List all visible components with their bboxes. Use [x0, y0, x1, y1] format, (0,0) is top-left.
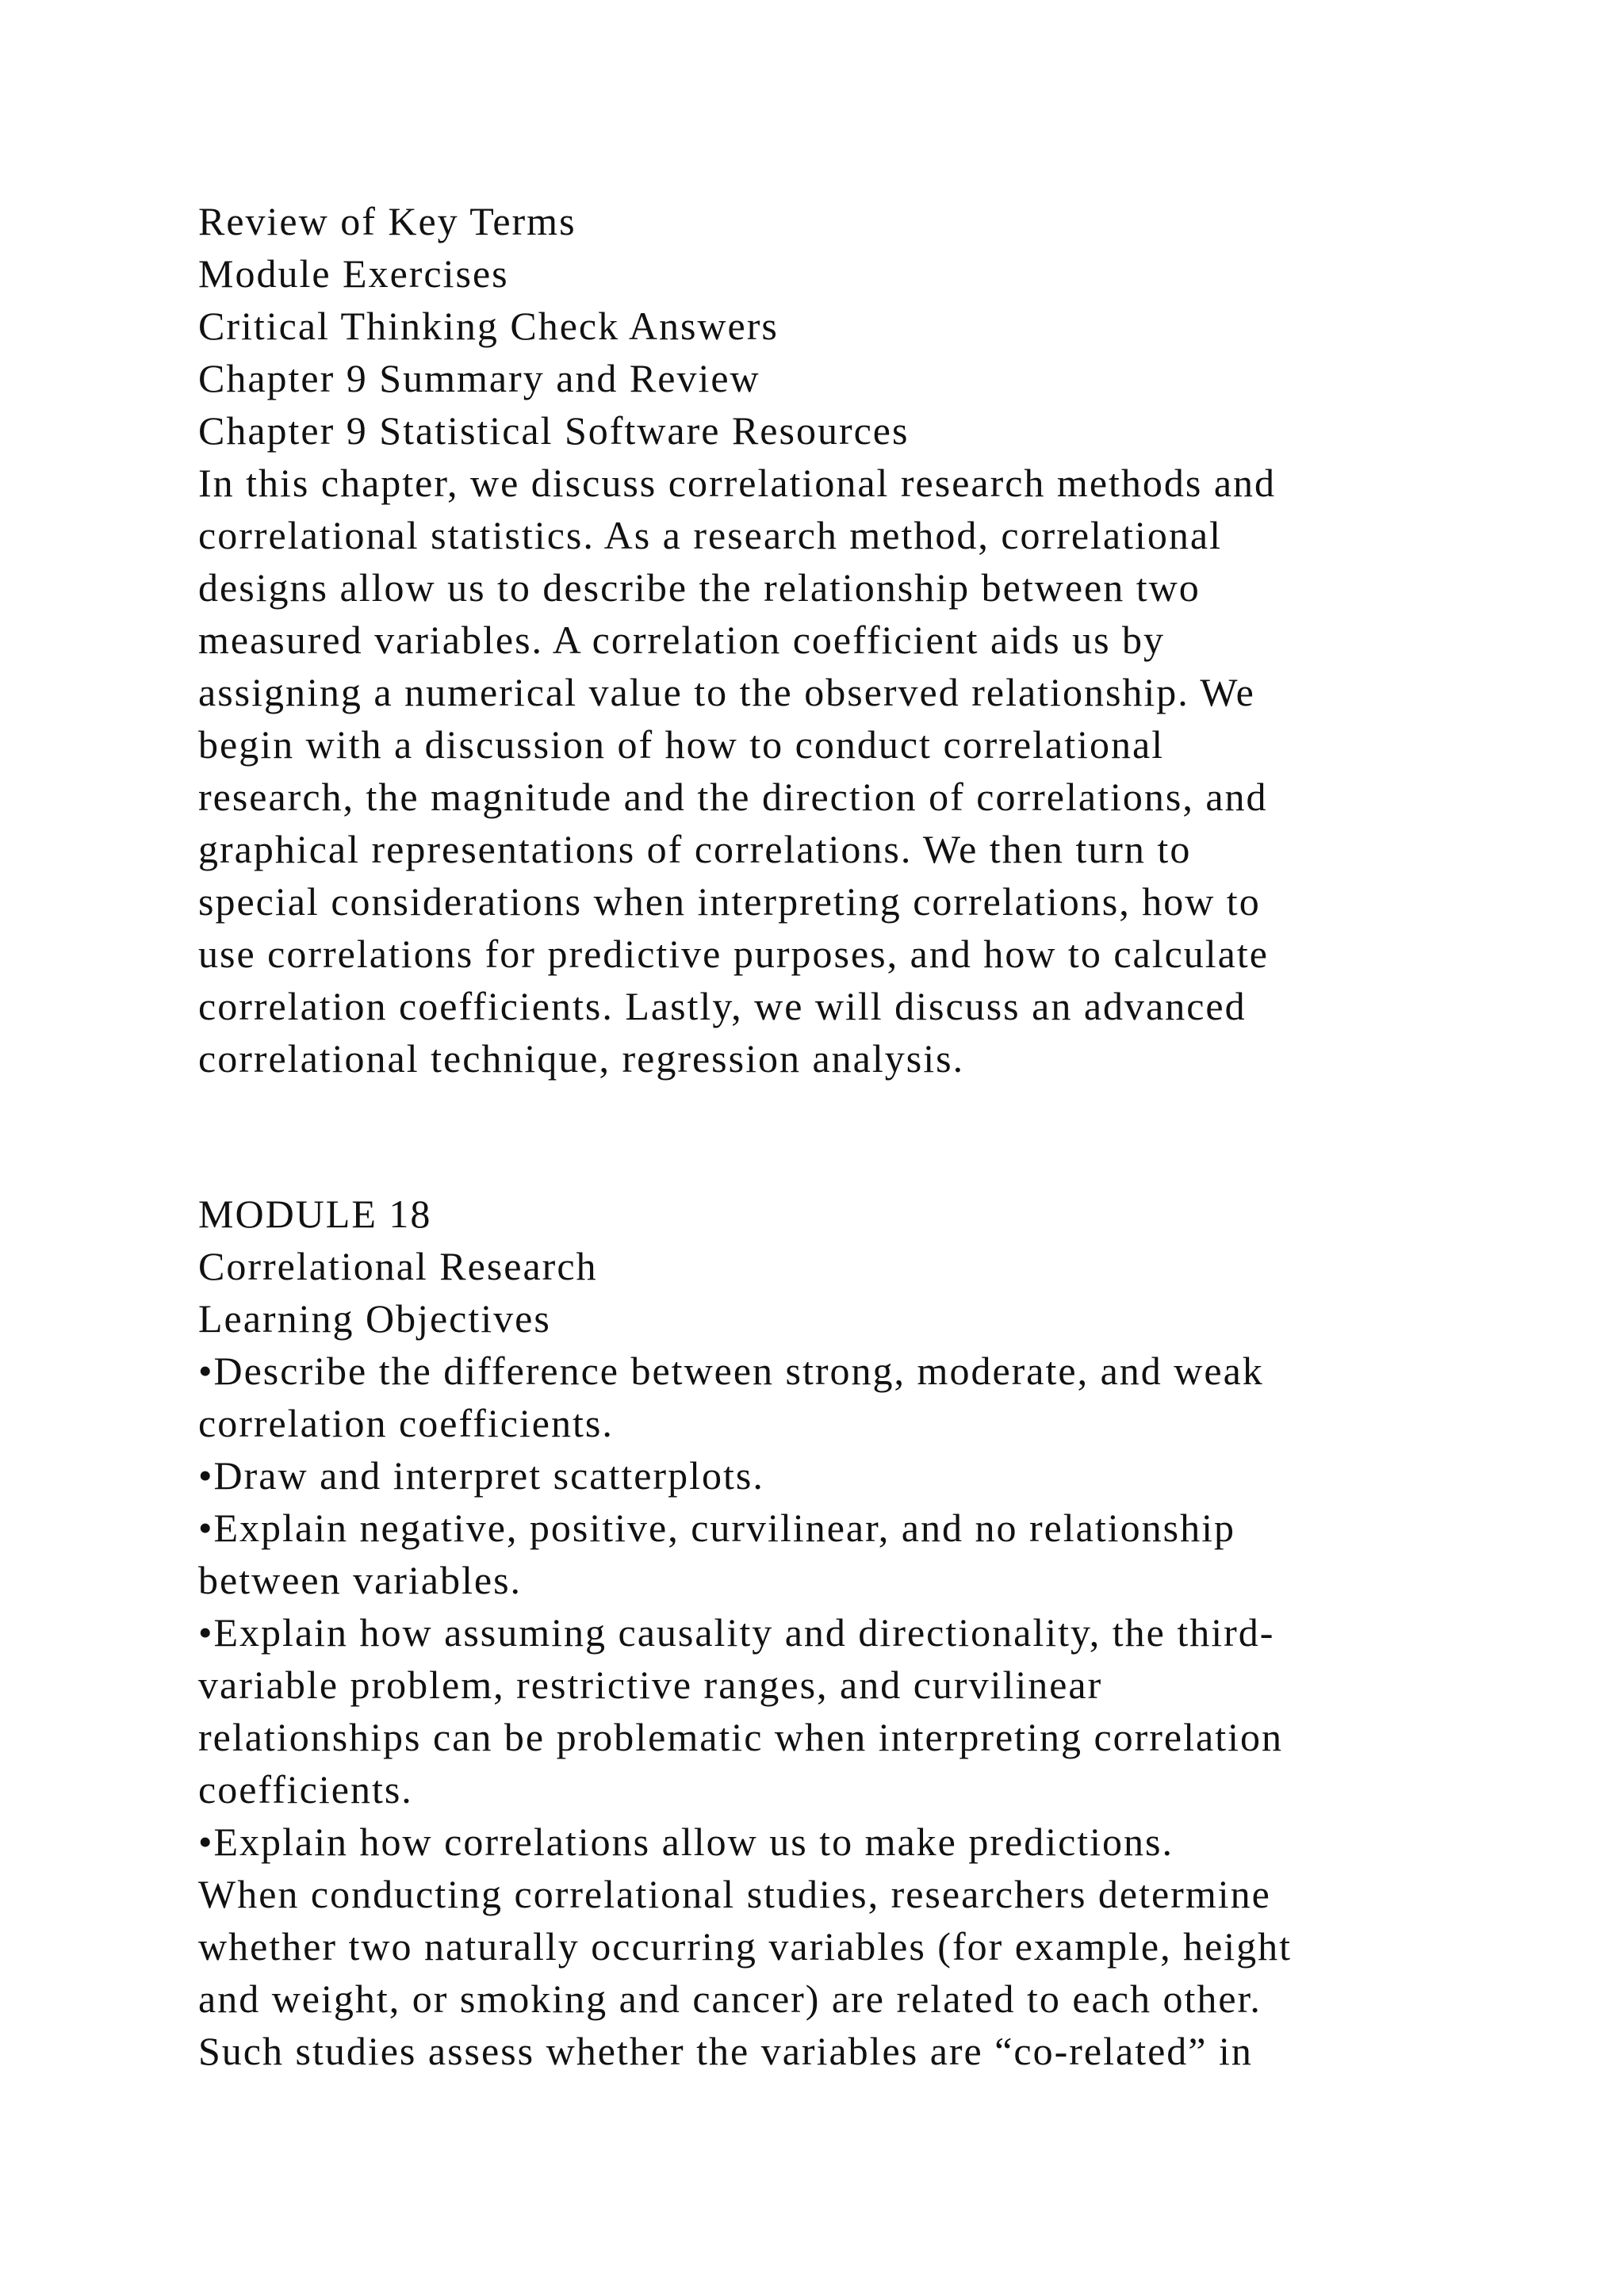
text-line: Such studies assess whether the variables are “co-related” in [198, 2029, 1253, 2073]
learning-objectives-heading: Learning Objectives [198, 1296, 551, 1341]
text-line: relationships can be problematic when interpreting correlation [198, 1715, 1283, 1759]
module-heading: MODULE 18 [198, 1192, 432, 1236]
text-line: designs allow us to describe the relationship between two [198, 565, 1201, 610]
text-line: •Draw and interpret scatterplots. [198, 1453, 764, 1498]
text-line: measured variables. A correlation coefficient aids us by [198, 618, 1166, 662]
text-line: correlational technique, regression analysis. [198, 1036, 965, 1081]
text-line: begin with a discussion of how to conduct correlational [198, 722, 1165, 767]
text-line: assigning a numerical value to the observed relationship. We [198, 670, 1255, 714]
text-line: correlation coefficients. [198, 1401, 614, 1445]
text-line: Chapter 9 Summary and Review [198, 356, 760, 400]
text-line: variable problem, restrictive ranges, and curvilinear [198, 1663, 1103, 1707]
module-18-text-block [198, 1188, 1499, 2077]
text-line: graphical representations of correlations. We then turn to [198, 827, 1192, 871]
text-line: and weight, or smoking and cancer) are related to each other. [198, 1976, 1262, 2021]
text-line: research, the magnitude and the direction of correlations, and [198, 775, 1268, 819]
text-line: •Explain how assuming causality and directionality, the third- [198, 1610, 1275, 1655]
text-line: •Explain how correlations allow us to make predictions. [198, 1820, 1174, 1864]
text-line: coefficients. [198, 1767, 413, 1812]
text-line: special considerations when interpreting correlations, how to [198, 879, 1261, 924]
text-line: Review of Key Terms [198, 199, 576, 243]
text-line: Critical Thinking Check Answers [198, 304, 779, 348]
text-line: •Explain negative, positive, curvilinear, and no relationship [198, 1506, 1236, 1550]
text-line: •Describe the difference between strong, moderate, and weak [198, 1349, 1264, 1393]
text-line: correlational statistics. As a research method, correlational [198, 513, 1222, 557]
text-line: whether two naturally occurring variables (for example, height [198, 1924, 1293, 1969]
module-title: Correlational Research [198, 1244, 598, 1288]
text-line: When conducting correlational studies, researchers determine [198, 1872, 1271, 1916]
text-line: use correlations for predictive purposes, and how to calculate [198, 932, 1269, 976]
text-line: correlation coefficients. Lastly, we will discuss an advanced [198, 984, 1247, 1028]
text-line: Module Exercises [198, 251, 509, 296]
intro-text-block [198, 195, 1499, 1085]
text-line: Chapter 9 Statistical Software Resources [198, 408, 910, 453]
text-line: In this chapter, we discuss correlational research methods and [198, 461, 1277, 505]
text-line: between variables. [198, 1558, 523, 1602]
